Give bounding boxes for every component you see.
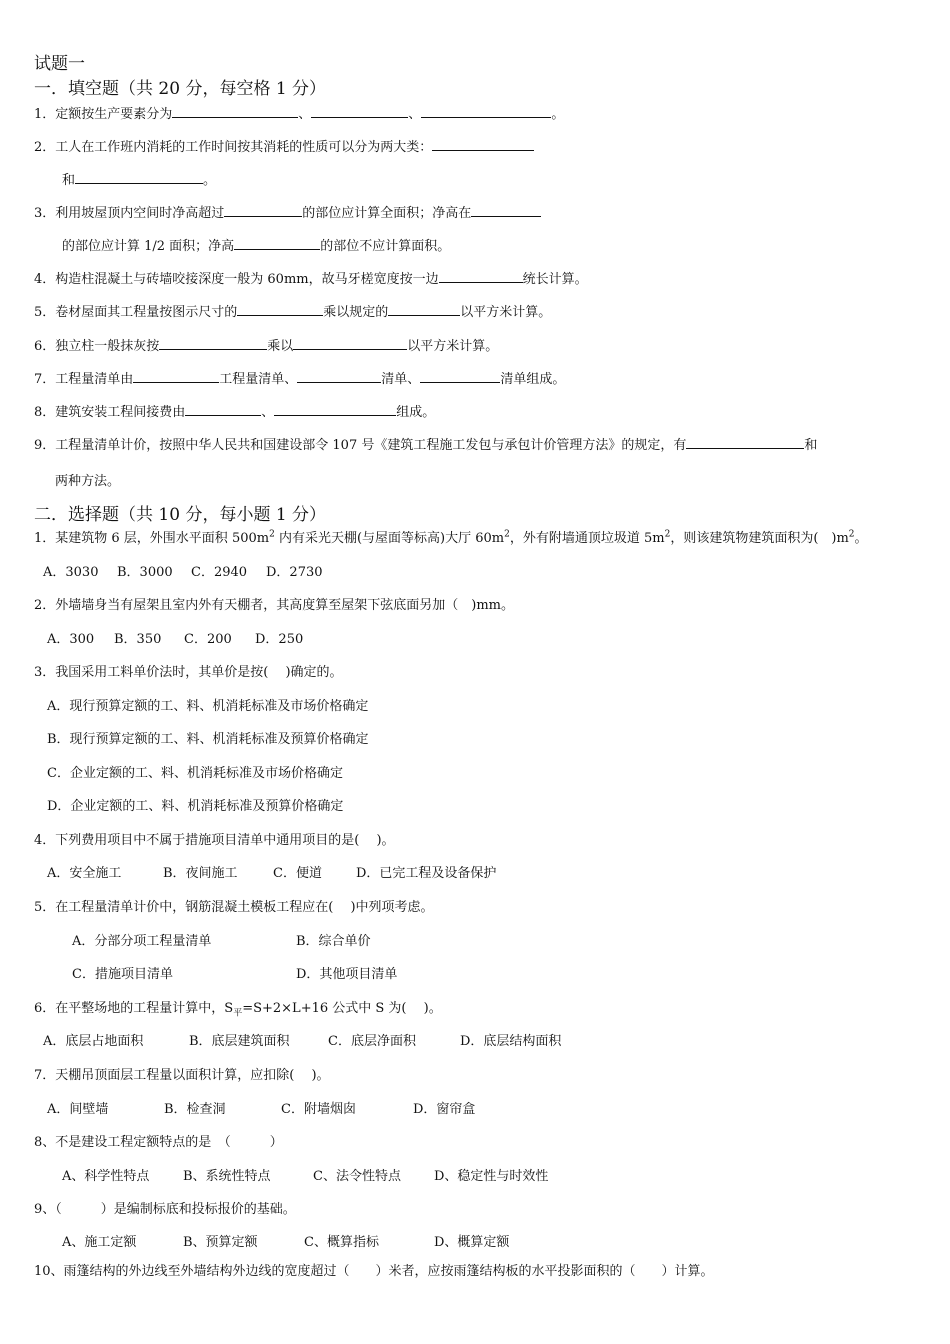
answer-blank[interactable] [686,436,804,449]
option-b[interactable]: B．现行预算定额的工、料、机消耗标准及预算价格确定 [47,732,369,747]
choice-question-5: 5．在工程量清单计价中，钢筋混凝土模板工程应在( )中列项考虑。 [34,900,434,915]
option-d[interactable]: D．企业定额的工、料、机消耗标准及预算价格确定 [47,799,344,814]
answer-blank[interactable] [432,138,534,151]
option-c[interactable]: C．便道 [273,866,322,881]
option-a[interactable]: A．300 [47,632,95,647]
answer-blank[interactable] [75,171,203,184]
option-d[interactable]: D、稳定性与时效性 [434,1169,549,1184]
answer-blank[interactable] [237,303,323,316]
fill-question-4: 4．构造柱混凝土与砖墙咬接深度一般为 60mm，故马牙槎宽度按一边 统长计算。 [34,272,588,287]
option-b[interactable]: B．3000 [117,565,173,580]
option-a[interactable]: A．间壁墙 [47,1102,109,1117]
answer-blank[interactable] [224,204,302,217]
fill-question-1: 1．定额按生产要素分为 、 、 。 [34,107,565,122]
section1-heading: 一．填空题（共 20 分，每空格 1 分） [34,79,327,99]
option-b[interactable]: B．350 [114,632,162,647]
option-a[interactable]: A．底层占地面积 [43,1034,144,1049]
answer-blank[interactable] [159,337,267,350]
answer-blank[interactable] [293,337,407,350]
option-a[interactable]: A．分部分项工程量清单 [72,934,212,949]
option-c[interactable]: C．底层净面积 [328,1034,416,1049]
fill-question-2-cont: 和 。 [62,173,217,188]
answer-blank[interactable] [311,105,408,118]
answer-blank[interactable] [439,270,523,283]
answer-blank[interactable] [420,370,500,383]
q1-text: 1．定额按生产要素分为 [34,107,173,122]
choice-question-8: 8、不是建设工程定额特点的是 （ ） [34,1135,283,1150]
option-c[interactable]: C、概算指标 [304,1235,379,1250]
option-d[interactable]: D．窗帘盒 [413,1102,476,1117]
option-c[interactable]: C．附墙烟囱 [281,1102,356,1117]
fill-question-6: 6．独立柱一般抹灰按 乘以 以平方米计算。 [34,339,499,354]
q2-text: 2．工人在工作班内消耗的工作时间按其消耗的性质可以分为两大类： [34,140,433,155]
option-c[interactable]: C．200 [184,632,232,647]
choice-question-4: 4．下列费用项目中不属于措施项目清单中通用项目的是( )。 [34,833,395,848]
choice-question-2: 2．外墙墙身当有屋架且室内外有天棚者，其高度算至屋架下弦底面另加（ )mm。 [34,598,514,613]
option-c[interactable]: C．2940 [191,565,248,580]
doc-title: 试题一 [34,54,85,74]
choice-question-6: 6．在平整场地的工程量计算中，$S_平=S+2\times L+16$ 公式中 S 为( )。 [34,1001,442,1019]
option-d[interactable]: D．底层结构面积 [460,1034,562,1049]
answer-blank[interactable] [234,237,320,250]
option-c[interactable]: C、法令性特点 [313,1169,401,1184]
choice-question-10: 10、雨篷结构的外边线至外墙结构外边线的宽度超过（ ）米者，应按雨篷结构板的水平投影面积的（ ）计算。 [34,1264,714,1279]
option-b[interactable]: B、系统性特点 [183,1169,271,1184]
option-b[interactable]: B．夜间施工 [163,866,238,881]
option-b[interactable]: B．底层建筑面积 [189,1034,290,1049]
option-a[interactable]: A．3030 [43,565,99,580]
choice-question-3: 3．我国采用工料单价法时，其单价是按( )确定的。 [34,665,343,680]
choice-question-7: 7．天棚吊顶面层工程量以面积计算，应扣除( )。 [34,1068,330,1083]
option-d[interactable]: D．已完工程及设备保护 [356,866,497,881]
option-b[interactable]: B．综合单价 [296,934,371,949]
option-d[interactable]: D．2730 [266,565,323,580]
option-b[interactable]: B．检查洞 [164,1102,226,1117]
option-c[interactable]: C．企业定额的工、料、机消耗标准及市场价格确定 [47,766,343,781]
choice-question-1: 1．某建筑物 6 层，外围水平面积 $500m^2$ 内有采光天棚(与屋面等标高)大厅 $60m^2$，外有附墙通顶垃圾道 $5m^2$，则该建筑物建筑面积为( )$m^2$。 [34,529,868,546]
answer-blank[interactable] [471,204,541,217]
fill-question-3: 3．利用坡屋顶内空间时净高超过 的部位应计算全面积；净高在 [34,204,541,222]
option-a[interactable]: A、科学性特点 [62,1169,150,1184]
option-b[interactable]: B、预算定额 [183,1235,258,1250]
fill-question-2 [34,138,534,156]
section2-heading: 二．选择题（共 10 分，每小题 1 分） [34,505,327,525]
answer-blank[interactable] [388,303,460,316]
answer-blank[interactable] [421,105,551,118]
option-a[interactable]: A．安全施工 [47,866,122,881]
option-a[interactable]: A．现行预算定额的工、料、机消耗标准及市场价格确定 [47,699,369,714]
fill-question-3-cont: 的部位应计算 1/2 面积；净高 的部位不应计算面积。 [62,239,451,254]
option-d[interactable]: D、概算定额 [434,1235,510,1250]
fill-question-8: 8．建筑安装工程间接费由 、 组成。 [34,405,436,420]
fill-question-9: 9．工程量清单计价，按照中华人民共和国建设部令 107 号《建筑工程施工发包与承包计价管理方法》的规定，有 和 [34,438,818,453]
answer-blank[interactable] [133,370,219,383]
option-a[interactable]: A、施工定额 [62,1235,137,1250]
choice-question-9: 9、（ ）是编制标底和投标报价的基础。 [34,1202,296,1217]
answer-blank[interactable] [297,370,381,383]
option-c[interactable]: C．措施项目清单 [72,967,173,982]
fill-question-9-cont: 两种方法。 [55,474,121,489]
fill-question-7: 7．工程量清单由 工程量清单、 清单、 清单组成。 [34,372,566,387]
answer-blank[interactable] [185,403,261,416]
option-d[interactable]: D．250 [255,632,304,647]
answer-blank[interactable] [172,105,298,118]
fill-question-5: 5．卷材屋面其工程量按图示尺寸的 乘以规定的 以平方米计算。 [34,305,552,320]
option-d[interactable]: D．其他项目清单 [296,967,398,982]
answer-blank[interactable] [274,403,396,416]
